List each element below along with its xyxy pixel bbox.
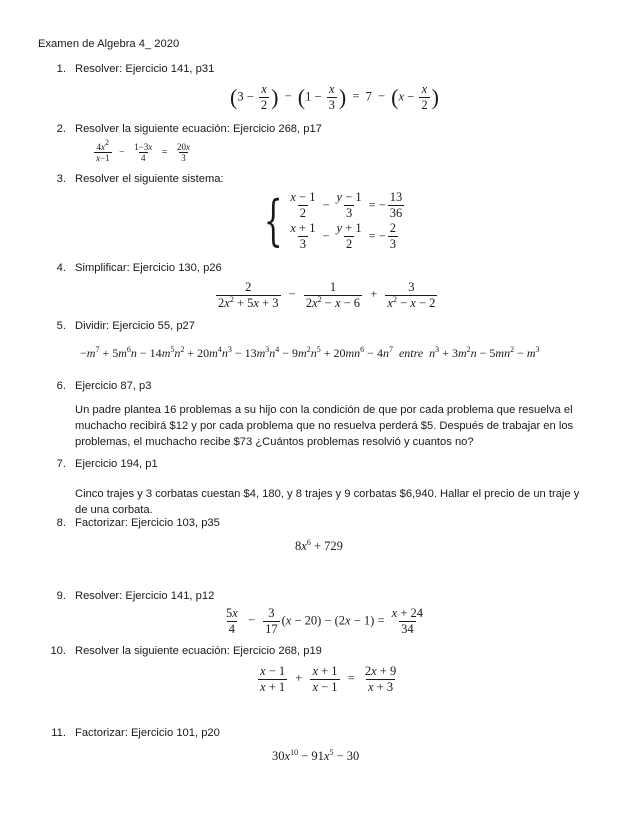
problem-6-text: Ejercicio 87, p3 (75, 380, 152, 392)
page-title: Examen de Algebra 4_ 2020 (38, 38, 180, 50)
problem-10-number: 10. (50, 645, 66, 657)
problem-5-entre: entre (398, 346, 424, 360)
problem-11-number: 11. (51, 727, 66, 739)
problem-1-equation: (3 − $\frac{x}{2}$ ) − (1 − $\frac{x}{3}$ ) = 7 − (x − $\frac{x}{2}$ ) (230, 82, 439, 112)
problem-1-text: Resolver: Ejercicio 141, p31 (75, 63, 215, 75)
problem-9-text: Resolver: Ejercicio 141, p12 (75, 590, 215, 602)
problem-5-number: 5. (56, 320, 66, 332)
problem-10-equation: $\frac{x - 1}{x + 1}$ + $\frac{x + 1}{x - 1}$ = $\frac{2x + 9}{x + 3}$ (260, 664, 397, 694)
problem-1-number: 1. (56, 63, 66, 75)
problem-2-equation: $\frac{4x^2}{x-1}$ − $\frac{1-3x}{4}$ = $\frac{20x}{3}$ (96, 138, 190, 163)
problem-3-text: Resolver el siguiente sistema: (75, 173, 224, 185)
problem-10-text: Resolver la siguiente ecuación: Ejercicio 268, p19 (75, 645, 322, 657)
problem-8-expression: $8x^6 + 729$ (295, 538, 343, 553)
problem-7-number: 7. (56, 458, 66, 470)
problem-7-paragraph: Cinco trajes y 3 corbatas cuestan $4, 180, y 8 trajes y 9 corbatas $6,940. Hallar el precio de un traje y de una corbata. (75, 488, 580, 516)
problem-4-text: Simplificar: Ejercicio 130, p26 (75, 262, 222, 274)
problem-4-number: 4. (56, 262, 66, 274)
problem-8-number: 8. (56, 517, 66, 529)
problem-6-paragraph: Un padre plantea 16 problemas a su hijo con la condición de que por cada problema que resuelva el muchacho recibirá $12 y por cada problema que no resuelva perderá $5. Después de trabajar en los problemas, el muchacho recibe $73 ¿Cuántos problemas resolvió y cuantos no? (75, 404, 574, 448)
problem-9-equation: $\frac{5x}{4}$ − $\frac{3}{17}$ (x − 20) − (2x − 1) = $\frac{x + 24}{34}$ (226, 606, 423, 636)
problem-8-text: Factorizar: Ejercicio 103, p35 (75, 517, 220, 529)
problem-11-text: Factorizar: Ejercicio 101, p20 (75, 727, 220, 739)
problem-9-number: 9. (56, 590, 66, 602)
problem-6-number: 6. (56, 380, 66, 392)
problem-5-expression: $-m^7 + 5m^6n - 14m^5n^2 + 20m^4n^3 - 13m^3n^4 - 9m^2n^5 + 20mn^6 - 4n^7$ entre $n^3 + 3m^2n - 5mn^2 - m^3$ (80, 345, 540, 360)
problem-2-number: 2. (56, 123, 66, 135)
problem-4-expression: $\frac{2}{2x^2 + 5x + 3}$ − $\frac{1}{2x^2 - x - 6}$ + $\frac{3}{x^2 - x - 2}$ (218, 280, 436, 310)
problem-3-number: 3. (56, 173, 66, 185)
problem-5-text: Dividir: Ejercicio 55, p27 (75, 320, 196, 332)
problem-11-expression: $30x^{10} - 91x^5 - 30$ (272, 748, 360, 763)
problem-2-text: Resolver la siguiente ecuación: Ejercicio 268, p17 (75, 123, 322, 135)
problem-7-text: Ejercicio 194, p1 (75, 458, 158, 470)
problem-3-system: { $\frac{x - 1}{2}$ − $\frac{y - 1}{3}$ = − $\frac{13}{36}$ $\frac{x + 1}{3}$ − $\frac{y + 1}{2}$ = − $\frac{2}{3}$ (263, 189, 403, 252)
